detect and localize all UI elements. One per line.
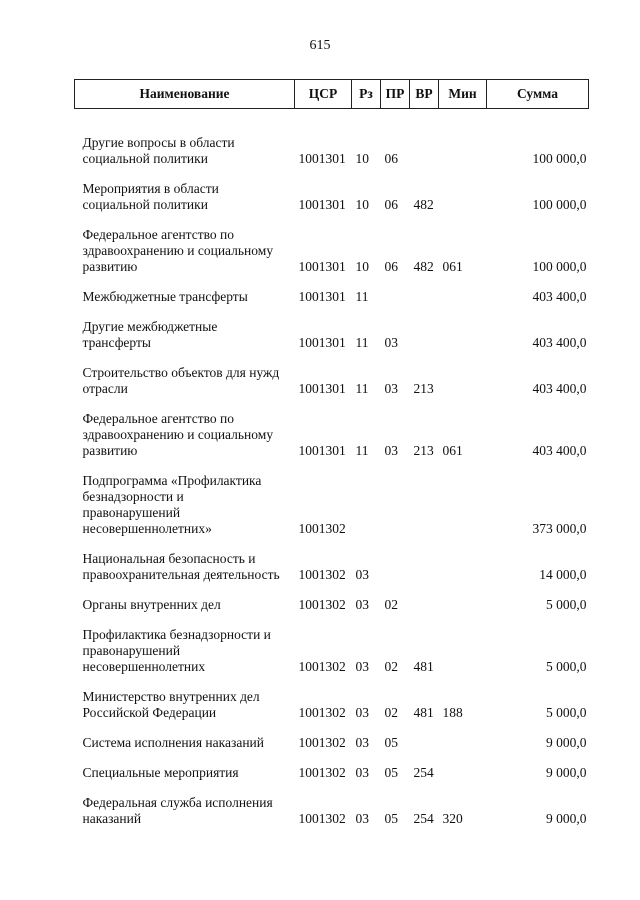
cell-pr <box>381 289 410 305</box>
cell-name <box>75 689 295 721</box>
table-row <box>75 735 589 751</box>
row-name-text: Министерство внутренних дел Российской Федерации <box>82 689 260 720</box>
header-rz: Рз <box>352 80 381 109</box>
row-name-text: Система исполнения наказаний <box>82 735 264 750</box>
table-row <box>75 597 589 613</box>
cell-vr: 481 <box>413 705 434 720</box>
row-name-text: Мероприятия в области социальной политики <box>82 181 219 212</box>
table-row <box>75 689 589 721</box>
row-gap <box>75 583 589 597</box>
cell-rz: 11 <box>355 289 369 304</box>
cell-sum: 9 000,0 <box>546 811 587 826</box>
row-name-text: Федеральная служба исполнения наказаний <box>82 795 273 826</box>
cell-min <box>439 735 487 751</box>
row-name-text: Другие вопросы в области социальной политики <box>82 135 235 166</box>
cell-vr <box>410 289 439 305</box>
cell-rz: 11 <box>355 381 369 396</box>
row-gap <box>75 275 589 289</box>
cell-csr: 1001301 <box>298 335 346 350</box>
cell-pr: 03 <box>384 443 398 458</box>
row-gap <box>75 397 589 411</box>
cell-csr: 1001301 <box>298 197 346 212</box>
row-gap <box>75 305 589 319</box>
cell-sum: 100 000,0 <box>532 151 587 166</box>
cell-vr <box>410 319 439 351</box>
cell-pr <box>381 551 410 583</box>
cell-sum: 403 400,0 <box>532 335 587 350</box>
cell-min <box>439 765 487 781</box>
cell-csr: 1001301 <box>298 289 346 304</box>
cell-vr <box>410 473 439 537</box>
cell-rz <box>352 473 381 537</box>
table-header <box>75 80 589 109</box>
cell-rz: 03 <box>355 765 369 780</box>
cell-csr: 1001301 <box>298 151 346 166</box>
cell-min: 320 <box>442 811 463 826</box>
cell-rz: 11 <box>355 335 369 350</box>
cell-vr <box>410 135 439 167</box>
table-row <box>75 411 589 459</box>
cell-pr: 06 <box>384 151 398 166</box>
row-gap <box>75 351 589 365</box>
cell-csr: 1001302 <box>298 705 346 720</box>
cell-name <box>75 735 295 751</box>
cell-rz: 10 <box>355 151 369 166</box>
table-body <box>75 109 589 828</box>
cell-sum: 403 400,0 <box>532 381 587 396</box>
table-row <box>75 365 589 397</box>
row-name-text: Другие межбюджетные трансферты <box>82 319 218 350</box>
cell-sum: 373 000,0 <box>532 521 587 536</box>
row-gap <box>75 459 589 473</box>
cell-name <box>75 411 295 459</box>
cell-sum: 5 000,0 <box>546 597 587 612</box>
cell-pr: 05 <box>384 735 398 750</box>
cell-rz: 10 <box>355 197 369 212</box>
cell-pr: 06 <box>384 259 398 274</box>
row-name-text: Федеральное агентство по здравоохранению и социальному развитию <box>82 411 274 458</box>
cell-rz: 03 <box>355 567 369 582</box>
cell-pr: 03 <box>384 381 398 396</box>
header-spacer <box>75 109 589 136</box>
cell-name <box>75 135 295 167</box>
cell-sum: 100 000,0 <box>532 197 587 212</box>
cell-name <box>75 289 295 305</box>
row-name-text: Строительство объектов для нужд отрасли <box>82 365 280 396</box>
cell-pr: 02 <box>384 659 398 674</box>
row-name-text: Профилактика безнадзорности и правонарушений несовершеннолетних <box>82 627 271 674</box>
cell-csr: 1001302 <box>298 735 346 750</box>
cell-vr <box>410 551 439 583</box>
cell-name <box>75 551 295 583</box>
row-name-text: Федеральное агентство по здравоохранению и социальному развитию <box>82 227 274 274</box>
cell-vr: 213 <box>413 443 434 458</box>
cell-min: 061 <box>442 443 463 458</box>
header-pr: ПР <box>381 80 410 109</box>
row-gap <box>75 721 589 735</box>
cell-min <box>439 365 487 397</box>
table-row <box>75 765 589 781</box>
cell-vr <box>410 735 439 751</box>
cell-pr: 02 <box>384 705 398 720</box>
cell-csr: 1001302 <box>298 567 346 582</box>
cell-min <box>439 135 487 167</box>
cell-csr: 1001302 <box>298 811 346 826</box>
cell-min <box>439 181 487 213</box>
cell-sum: 9 000,0 <box>546 735 587 750</box>
cell-min <box>439 597 487 613</box>
cell-sum: 5 000,0 <box>546 659 587 674</box>
cell-name <box>75 795 295 827</box>
cell-pr: 05 <box>384 811 398 826</box>
cell-min: 061 <box>442 259 463 274</box>
table-row <box>75 135 589 167</box>
row-gap <box>75 751 589 765</box>
table-row <box>75 181 589 213</box>
cell-pr: 03 <box>384 335 398 350</box>
cell-sum: 5 000,0 <box>546 705 587 720</box>
table-row <box>75 795 589 827</box>
cell-vr: 482 <box>413 259 434 274</box>
cell-min <box>439 551 487 583</box>
cell-vr: 481 <box>413 659 434 674</box>
row-name-text: Подпрограмма «Профилактика безнадзорности и правонарушений несовершеннолетних» <box>82 473 262 536</box>
cell-pr: 06 <box>384 197 398 212</box>
cell-vr: 482 <box>413 197 434 212</box>
header-name: Наименование <box>75 80 295 109</box>
row-gap <box>75 675 589 689</box>
cell-name <box>75 181 295 213</box>
row-name-text: Национальная безопасность и правоохранительная деятельность <box>82 551 280 582</box>
cell-name <box>75 627 295 675</box>
cell-csr: 1001302 <box>298 765 346 780</box>
row-gap <box>75 167 589 181</box>
cell-pr <box>381 473 410 537</box>
row-name-text: Специальные мероприятия <box>82 765 239 780</box>
cell-sum: 403 400,0 <box>532 443 587 458</box>
cell-rz: 03 <box>355 597 369 612</box>
cell-sum: 100 000,0 <box>532 259 587 274</box>
cell-csr: 1001301 <box>298 381 346 396</box>
row-gap <box>75 613 589 627</box>
table-row <box>75 627 589 675</box>
cell-csr: 1001302 <box>298 597 346 612</box>
cell-name <box>75 365 295 397</box>
cell-name <box>75 227 295 275</box>
row-name-text: Межбюджетные трансферты <box>82 289 248 304</box>
cell-sum: 403 400,0 <box>532 289 587 304</box>
cell-name <box>75 597 295 613</box>
cell-sum: 14 000,0 <box>539 567 587 582</box>
cell-rz: 11 <box>355 443 369 458</box>
budget-table <box>74 79 589 827</box>
cell-name <box>75 765 295 781</box>
header-csr: ЦСР <box>295 80 352 109</box>
cell-rz: 03 <box>355 659 369 674</box>
cell-rz: 03 <box>355 705 369 720</box>
cell-name <box>75 319 295 351</box>
cell-rz: 03 <box>355 735 369 750</box>
cell-min <box>439 627 487 675</box>
page-number: 615 <box>309 38 331 53</box>
table-row <box>75 227 589 275</box>
cell-rz: 10 <box>355 259 369 274</box>
cell-vr: 254 <box>413 765 434 780</box>
header-row <box>75 80 589 109</box>
row-gap <box>75 781 589 795</box>
cell-pr: 05 <box>384 765 398 780</box>
cell-csr: 1001301 <box>298 259 346 274</box>
cell-sum: 9 000,0 <box>546 765 587 780</box>
cell-pr: 02 <box>384 597 398 612</box>
cell-min <box>439 319 487 351</box>
cell-vr <box>410 597 439 613</box>
header-sum: Сумма <box>487 80 589 109</box>
cell-csr: 1001302 <box>298 521 346 536</box>
cell-name <box>75 473 295 537</box>
cell-min: 188 <box>442 705 463 720</box>
table-row <box>75 319 589 351</box>
cell-vr: 213 <box>413 381 434 396</box>
table-row <box>75 551 589 583</box>
table-row <box>75 473 589 537</box>
cell-csr: 1001301 <box>298 443 346 458</box>
header-vr: ВР <box>410 80 439 109</box>
cell-csr: 1001302 <box>298 659 346 674</box>
cell-min <box>439 473 487 537</box>
row-gap <box>75 537 589 551</box>
row-name-text: Органы внутренних дел <box>82 597 221 612</box>
row-gap <box>75 213 589 227</box>
cell-min <box>439 289 487 305</box>
table-row <box>75 289 589 305</box>
header-min: Мин <box>439 80 487 109</box>
cell-rz: 03 <box>355 811 369 826</box>
cell-vr: 254 <box>413 811 434 826</box>
